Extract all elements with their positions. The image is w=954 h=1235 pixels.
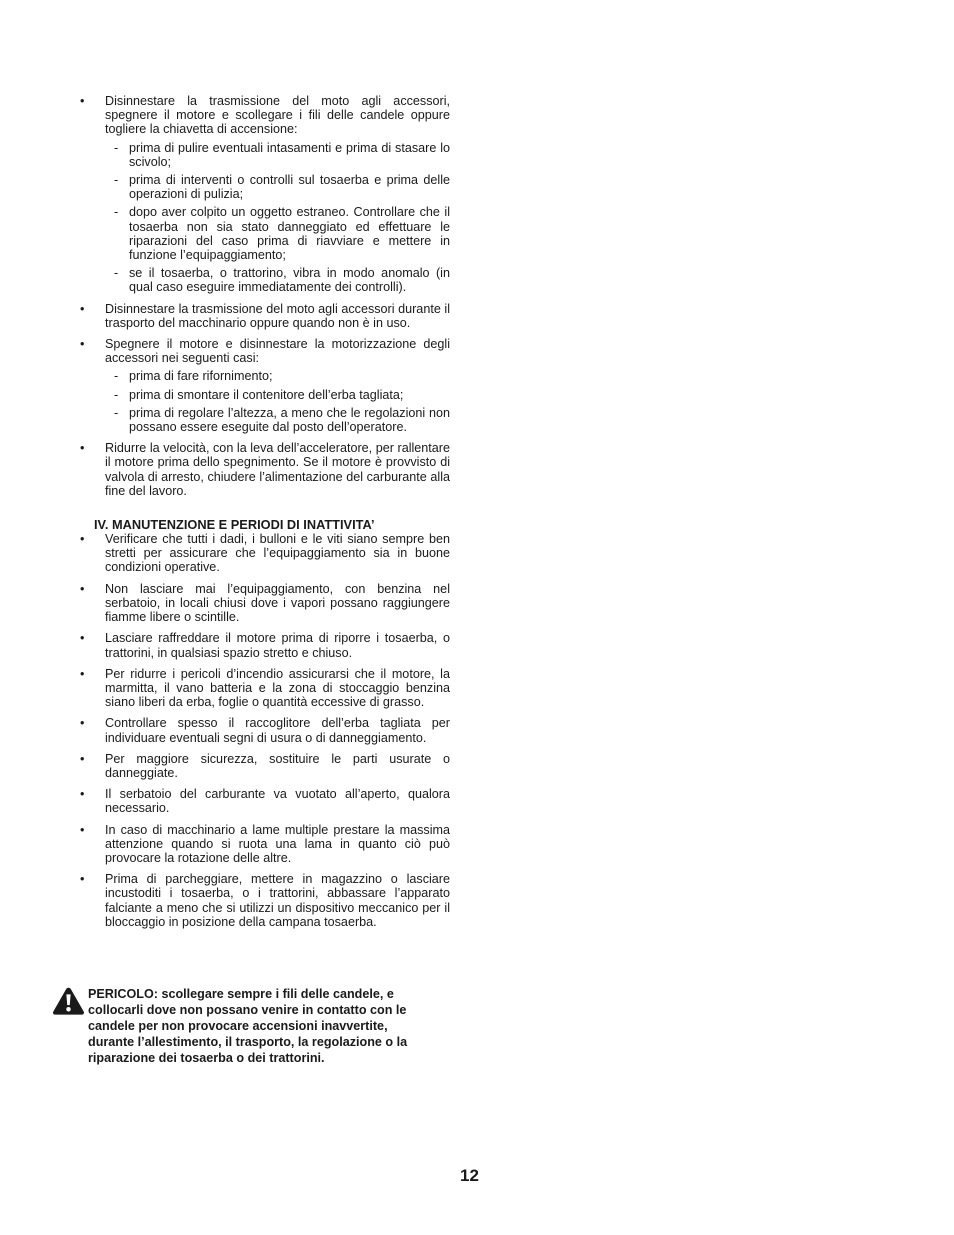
sub-list-item-text: dopo aver colpito un oggetto estraneo. Controllare che il tosaerba non sia stato danneggiato ed effettuare le riparazioni del caso prima di riavviare e mettere in funzione l’equipaggiamento; — [129, 205, 450, 263]
bullet-marker: • — [80, 822, 85, 837]
sub-list-item-text: prima di regolare l’altezza, a meno che le regolazioni non possano essere eseguite dal posto dell’operatore. — [129, 405, 450, 435]
bullet-marker: • — [80, 716, 85, 731]
sub-list-item-text: prima di fare rifornimento; — [129, 369, 273, 384]
bullet-marker: • — [80, 631, 85, 646]
list-item — [80, 441, 450, 498]
sub-list-item-text: se il tosaerba, o trattorino, vibra in modo anomalo (in qual caso eseguire immediatamente dei controlli). — [129, 266, 450, 295]
list-item-text: Ridurre la velocità, con la leva dell’acceleratore, per rallentare il motore prima dello spegnimento. Se il motore è provvisto di valvola di arresto, chiudere l’alimentazione del carburante alla fine del lavoro. — [105, 441, 450, 498]
list-item-text: Spegnere il motore e disinnestare la motorizzazione degli accessori nei seguenti casi: — [105, 337, 450, 366]
bullet-marker: • — [80, 337, 85, 352]
list-item-text: Verificare che tutti i dadi, i bulloni e le viti siano sempre ben stretti per assicurare che l’equipaggiamento sia in buone condizioni operative. — [105, 532, 450, 575]
sub-list-item-text: prima di smontare il contenitore dell’erba tagliata; — [129, 387, 404, 402]
sub-list-item — [105, 141, 450, 169]
list-item — [80, 302, 450, 330]
list-item — [80, 716, 450, 744]
section-heading: IV. MANUTENZIONE E PERIODI DI INATTIVITA’ — [94, 517, 375, 533]
sub-list-item — [105, 205, 450, 262]
bullet-marker: • — [80, 94, 85, 108]
list-item — [80, 752, 450, 780]
sub-list-item — [105, 369, 450, 383]
dash-marker: - — [114, 387, 119, 402]
list-item-text: In caso di macchinario a lame multiple prestare la massima attenzione quando si ruota una lama in quanto ciò può provocare la rotazione delle altre. — [105, 822, 450, 865]
dash-marker: - — [114, 140, 119, 155]
sub-list — [105, 141, 450, 295]
sub-list-item — [105, 266, 450, 294]
page-number: 12 — [460, 1166, 479, 1185]
list-item-text: Lasciare raffreddare il motore prima di riporre i tosaerba, o trattorini, in qualsiasi spazio stretto e chiuso. — [105, 631, 450, 660]
list-item-text: Il serbatoio del carburante va vuotato all’aperto, qualora necessario. — [105, 787, 450, 816]
list-item-text: Per ridurre i pericoli d’incendio assicurarsi che il motore, la marmitta, il vano batteria e la zona di stoccaggio benzina siano liberi da erba, foglie o quantità eccessive di grasso. — [105, 666, 450, 710]
list-item-text: Non lasciare mai l’equipaggiamento, con benzina nel serbatoio, in locali chiusi dove i vapori possano raggiungere fiamme libere o scintille. — [105, 581, 450, 625]
list-item — [80, 337, 450, 434]
bullet-marker: • — [80, 532, 85, 547]
sub-list-item — [105, 388, 450, 402]
sub-list — [105, 369, 450, 434]
dash-marker: - — [114, 205, 119, 220]
list-item — [80, 787, 450, 815]
bullet-marker: • — [80, 301, 85, 316]
warning-triangle-icon — [52, 986, 85, 1016]
danger-text: PERICOLO: scollegare sempre i fili delle candele, e collocarli dove non possano venire in contatto con le candele per non provocare accensioni inavvertite, durante l’allestimento, il trasporto, la regolazione o la riparazione dei tosaerba o dei trattorini. — [88, 987, 408, 1065]
dash-marker: - — [114, 173, 119, 188]
text-column — [80, 94, 450, 936]
list-item — [80, 823, 450, 866]
list-item — [80, 532, 450, 575]
bullet-marker: • — [80, 441, 85, 456]
dash-marker: - — [114, 266, 119, 281]
dash-marker: - — [114, 369, 119, 384]
sub-list-item-text: prima di interventi o controlli sul tosaerba e prima delle operazioni di pulizia; — [129, 173, 450, 202]
list-item-text: Disinnestare la trasmissione del moto agli accessori, spegnere il motore e scollegare i fili delle candele oppure togliere la chiavetta di accensione: — [105, 94, 450, 137]
list-item — [80, 631, 450, 659]
bullet-marker: • — [80, 581, 85, 596]
bullet-marker: • — [80, 787, 85, 802]
sub-list-item — [105, 406, 450, 434]
list-item — [80, 94, 450, 295]
maintenance-list — [80, 532, 450, 929]
sub-list-item — [105, 173, 450, 201]
list-item — [80, 872, 450, 929]
list-item-text: Prima di parcheggiare, mettere in magazzino o lasciare incustoditi i tosaerba, o i trattorini, abbassare l’apparato falciante a meno che si utilizzi un dispositivo meccanico per il bloccaggio in posizione della campana tosaerba. — [105, 872, 450, 929]
bullet-marker: • — [80, 666, 85, 681]
sub-list-item-text: prima di pulire eventuali intasamenti e prima di stasare lo scivolo; — [129, 140, 450, 169]
bullet-marker: • — [80, 751, 85, 766]
list-item-text: Controllare spesso il raccoglitore dell’erba tagliata per individuare eventuali segni di usura o di danneggiamento. — [105, 716, 450, 745]
dash-marker: - — [114, 405, 119, 420]
list-item-text: Disinnestare la trasmissione del moto agli accessori durante il trasporto del macchinario oppure quando non è in uso. — [105, 301, 450, 330]
danger-notice — [52, 986, 432, 1066]
list-item — [80, 582, 450, 625]
list-item-text: Per maggiore sicurezza, sostituire le parti usurate o danneggiate. — [105, 751, 450, 780]
safety-list-operation — [80, 94, 450, 498]
list-item — [80, 667, 450, 710]
bullet-marker: • — [80, 872, 85, 887]
